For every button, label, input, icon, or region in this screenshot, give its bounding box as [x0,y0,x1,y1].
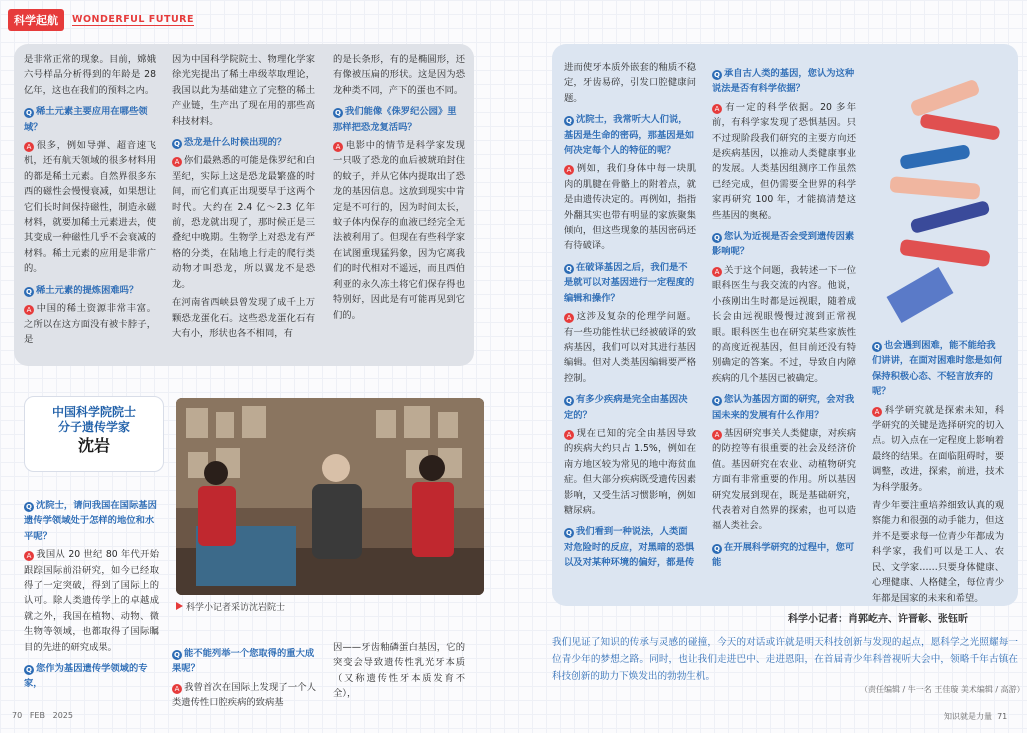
question [712,229,856,260]
answer [172,680,316,711]
section-header [8,9,194,31]
text-column-1 [24,52,156,350]
question-icon: Q [564,528,574,538]
text: 进而使牙本质外嵌套的釉质不稳定，牙齿易碎，引发口腔健康问题。 [564,62,696,104]
microphone-illustration-icon [880,80,1010,330]
paragraph [172,52,315,129]
closing-paragraph: 我们见证了知识的传承与灵感的碰撞，今天的对话或许就是明天科技创新与发现的起点，愿科学之光照耀每一位青少年的梦想之路。同时，也让我们走进巴中、走进恩阳，在首届青少年科普视听大会中，领略千年古镇在科技创新的助力下焕发出的勃勃生机。 [552,637,1018,682]
text: 我们能像《侏罗纪公园》里那样把恐龙复活吗？ [333,106,457,133]
question [712,540,856,571]
answer [333,138,465,323]
paragraph [333,52,465,98]
text: 因为中国科学院院士、物理化学家徐光宪提出了稀土串级萃取理论，我国以此为基础建立了完整的稀土产业链，生产出了现在用的那些高科技材料。 [172,54,315,127]
question-icon: Q [24,287,34,297]
answer-icon: A [172,157,182,167]
text: 沈院士，我常听大人们说，基因是生命的密码，那基因是如何决定每个人的特征的呢？ [564,114,695,157]
answer-icon: A [333,142,343,152]
badge-title-2: 分子遗传学家 [57,420,130,434]
question [564,260,696,306]
answer-icon: A [872,407,882,417]
answer [564,426,696,518]
text: 这涉及复杂的伦理学问题。有一些功能性状已经被破译的致病基因，我们可以对其进行基因编辑。但对人类基因编辑要严格控制。 [564,311,696,384]
text: 也会遇到困难，能不能给我们讲讲，在面对困难时您是如何保持积极心态、不轻言放弃的呢？ [872,340,1003,398]
reporters-credit: 科学小记者：肖郭屹卉、许晋彰、张钰昕 [788,614,968,625]
interview-photo-illustration [176,398,484,595]
question-icon: Q [712,396,722,406]
text: 电影中的情节是科学家发现一只吸了恐龙的血后被琥珀封住的蚊子，并从它体内提取出了恐龙的基因信息。这放到现实中肯定是不可行的，因为时间太长，蚊子体内保存的血液已经完全无法被利用了。但现在有些科学家在试图重现猛犸象，因为它离我们的时代相对不遥远，而且西伯利亚的永久冻土将它们保存得也特别好，因此是有可能再见到它们的。 [333,140,465,321]
answer-icon: A [564,430,574,440]
footer-year: 2025 [52,711,73,720]
footer-left [12,711,73,720]
section-subtitle: WONDERFUL FUTURE [72,14,194,25]
badge-title-1: 中国科学院院士 [51,405,136,419]
question [712,66,856,97]
answer-icon: A [172,684,182,694]
text-column-3 [333,52,465,326]
answer [172,153,315,292]
text: 我们看到一种说法，人类面对危险时的反应，对黑暗的恐惧以及对某种环境的偏好，都是传 [564,526,695,569]
answer-icon: A [24,142,34,152]
text: 在破译基因之后，我们是不是就可以对基因进行一定程度的编辑和操作？ [564,261,695,304]
badge-name: 沈岩 [77,436,110,455]
question [172,646,316,677]
photo-caption-text: 科学小记者采访沈岩院士 [186,603,286,613]
text: 是非常正常的现象。目前，嫦娥六号样品分析得到的年龄是 28 亿年，这也在我们的预料之内。 [24,54,156,96]
footer-right [944,711,1007,722]
text: 沈院士，请问我国在国际基因遗传学领域处于怎样的地位和水平呢？ [24,500,157,542]
question [24,661,159,692]
text: 基因研究事关人类健康，对疾病的防控等有很重要的社会及经济价值。基因研究在农业、动植物研究方面有非常重要的作用。所以基因研究发展到现在，既是基础研究，代表着对自然界的探索，也可以造福人类社会。 [712,427,856,532]
photo-caption [176,600,285,613]
answer-icon: A [564,313,574,323]
text: 我国从 20 世纪 80 年代开始跟踪国际前沿研究，如今已经取得了一定突破，得到了国际上的认可。除人类遗传学上的卓越成就之外，我国在植物、动物、微生物等领域，也都取得了国际瞩目的先进的研究成果。 [24,549,159,653]
answer [712,263,856,386]
answer [24,547,159,655]
editor-credit: （责任编辑 / 牛一名 王佳璇 美术编辑 / 高游） [860,685,1025,694]
text: 恐龙是什么时候出现的？ [184,137,287,149]
text: 科学研究就是探索未知，科学研究的关键是选择研究的切入点。切入点在一定程度上影响着最终的结果。在面临阻碍时，要调整，改进，探索，前进，技术为科学服务。 [872,404,1004,493]
text: 你们最熟悉的可能是侏罗纪和白垩纪，实际上这是恐龙最繁盛的时间，而它们真正出现要早于这两个时代。大约在 2.4 亿～2.3 亿年前，恐龙就出现了，那时候正是三叠纪中晚期。生物学上对恐龙有严格的分类，在陆地上行走的爬行类动物才叫恐龙，所以翼龙不是恐龙。 [172,155,315,290]
text: 因——牙齿釉磷蛋白基因，它的突变会导致遗传性乳光牙本质（又称遗传性牙本质发育不全）， [333,642,465,700]
text: 中国的稀土资源非常丰富。之所以在这方面没有被卡脖子，是 [24,303,156,345]
text: 您认为近视是否会受到遗传因素影响呢？ [712,231,855,258]
text-column-5 [172,640,316,714]
answer-icon: A [712,104,722,114]
question-icon: Q [712,233,722,243]
answer-icon: A [24,305,34,315]
answer [24,138,156,277]
page-number-left: 70 [12,711,23,720]
text-column-8 [712,60,856,574]
paragraph [872,498,1004,606]
scientist-badge [24,396,164,472]
paragraph [564,60,696,106]
magazine-name: 知识就是力量 [944,712,992,721]
paragraph [333,640,465,702]
text-column-2 [172,52,315,344]
question-icon: Q [564,264,574,274]
question-icon: Q [172,650,182,660]
text-column-7 [564,60,696,574]
question [172,135,315,150]
answer [564,161,696,253]
question-icon: Q [712,70,722,80]
text: 现在已知的完全由基因导致的疾病大约只占 1.5%，例如在南方地区较为常见的地中海贫血症。但大部分疾病既受遗传因素影响，又受生活习惯影响，例如糖尿病。 [564,427,696,516]
text: 我曾首次在国际上发现了一个人类遗传性口腔疾病的致病基 [172,681,316,709]
interview-photo [176,398,484,595]
question [564,392,696,423]
question-icon: Q [24,665,34,675]
question-icon: Q [564,396,574,406]
text-column-4 [24,492,159,695]
text: 稀土元素主要应用在哪些领域？ [24,106,148,133]
text: 能不能列举一个您取得的重大成果呢？ [172,648,315,675]
paragraph [172,295,315,341]
caption-marker-icon [176,602,183,610]
text-column-6 [333,640,465,705]
text: 很多，例如导弹、超音速飞机，还有航天领域的很多材料用的都是稀土元素。自然界很多东西的磁性会慢慢衰减，如果想让它们长时间保持磁性，制造永磁材料，就要加稀土元素进去，使其变成一种磁性几乎不会衰减的材料。稀土元素的应用是非常广的。 [24,140,156,275]
answer [712,426,856,534]
question [872,338,1004,400]
answer-icon: A [712,267,722,277]
question-icon: Q [564,116,574,126]
text: 例如，我们身体中每一块肌肉的肌腱在骨骼上的附着点，就是由遗传决定的。再例如，指指外翻其实也带有明显的家族聚集倾向，但这些现象的基因密码还有待破译。 [564,163,696,252]
answer [712,100,856,223]
text: 有一定的科学依据。20 多年前，有科学家发现了恐惧基因。只不过现阶段我们研究的主要方向还是疾病基因，以推动人类健康事业的发展。人类基因组测序工作虽然已经完成，但仍需要全世界的科学家再研究 100 年，才能搞清楚这些基因的奥秘。 [712,101,856,221]
question-icon: Q [872,342,882,352]
question [24,498,159,544]
text: 关于这个问题，我转述一下一位眼科医生与我交流的内容。他说，小孩刚出生时都是远视眼，随着成长会由远视眼慢慢过渡到正常视眼。眼科医生也在研究某些家族性的高度近视基因，但目前还没有特别确定的答案。不过，导致自内障疾病的几个基因已被确定。 [712,264,856,384]
question [333,104,465,135]
question [564,112,696,158]
text: 在开展科学研究的过程中，您可能 [712,541,855,569]
question-icon: Q [172,139,182,149]
answer-icon: A [24,551,34,561]
question-icon: Q [24,108,34,118]
text: 青少年要注重培养细致认真的观察能力和很强的动手能力，但这并不是要求每一位青少年都成为科学家，我们可以是工人、农民、文学家……只要身体健康、心理健康、人格健全，每位青少年都是国家的未来和希望。 [872,500,1004,604]
text-column-9 [872,332,1004,609]
answer [872,403,1004,495]
text: 稀土元素的提炼困难吗？ [36,284,139,296]
text: 有多少疾病是完全由基因决定的？ [564,394,688,421]
text: 的是长条形，有的是椭圆形，还有像被压扁的形状。这是因为恐龙种类不同，产下的蛋也不同。 [333,54,465,96]
text: 您作为基因遗传学领域的专家， [24,663,148,690]
answer-icon: A [564,165,574,175]
question-icon: Q [333,108,343,118]
question [712,392,856,423]
section-title: 科学起航 [8,9,64,31]
footer-month: FEB [29,711,45,720]
answer-icon: A [712,430,722,440]
text: 在河南省西峡县曾发现了成千上万颗恐龙蛋化石。这些恐龙蛋化石有大有小，形状也各不相同，有 [172,297,315,339]
page-number-right: 71 [997,712,1008,721]
question-icon: Q [712,544,722,554]
text: 承自古人类的基因，您认为这种说法是否有科学依据？ [712,68,855,95]
question-icon: Q [24,502,34,512]
question [564,524,696,570]
text: 您认为基因方面的研究，会对我国未来的发展有什么作用？ [712,394,855,421]
answer [564,309,696,386]
question [24,283,156,298]
paragraph [24,52,156,98]
answer [24,301,156,347]
question [24,104,156,135]
